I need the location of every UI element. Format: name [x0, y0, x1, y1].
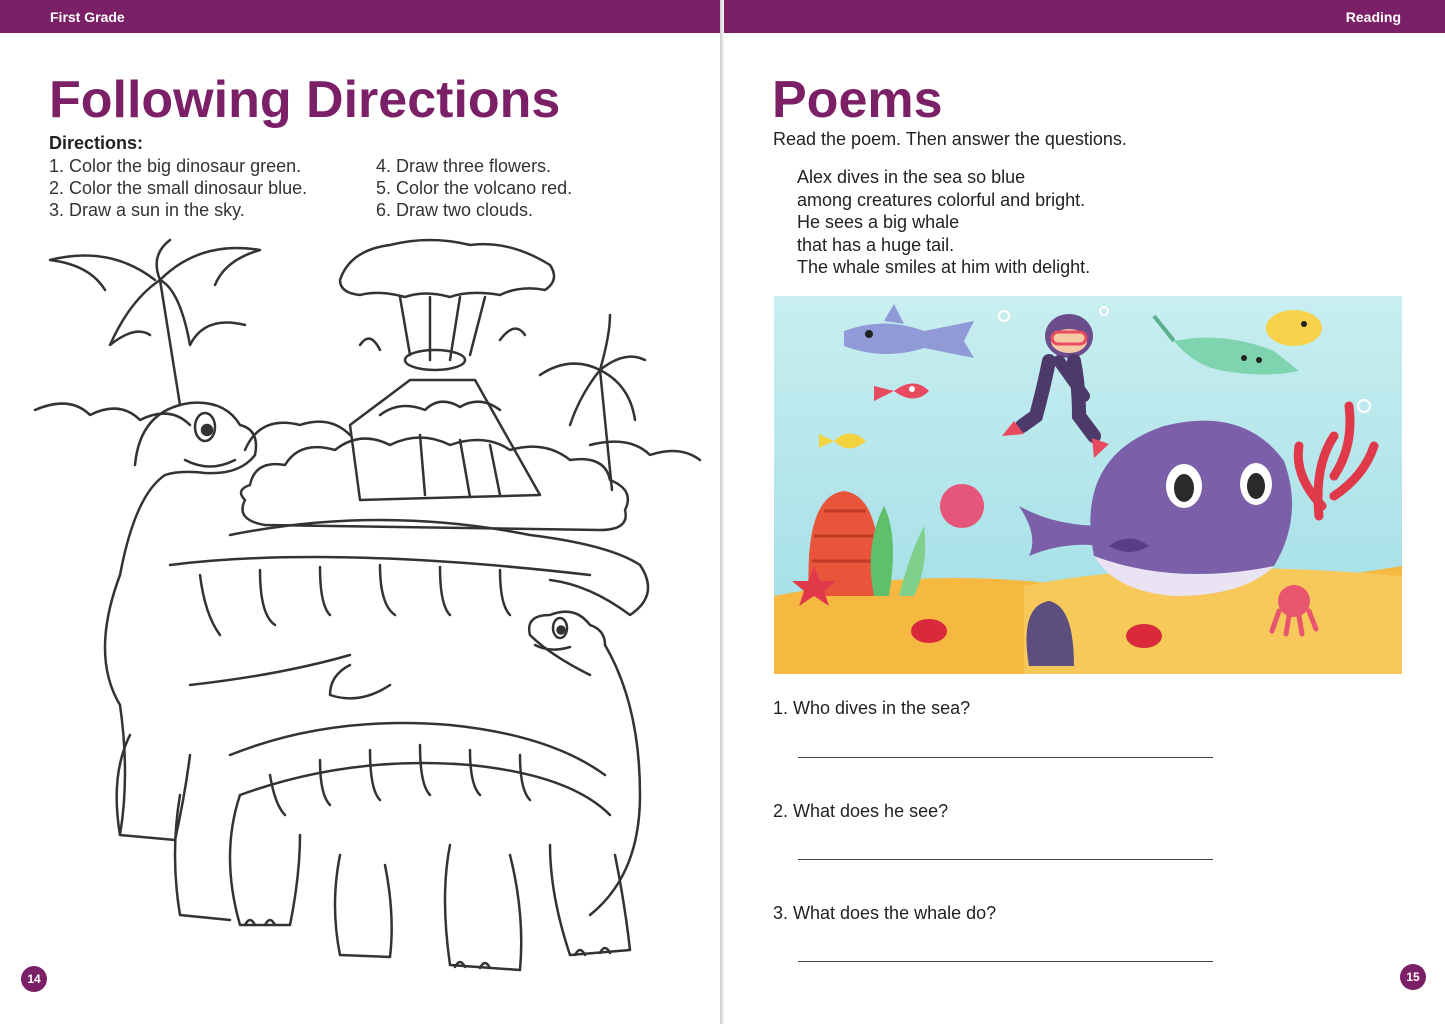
right-page — [724, 0, 1445, 1024]
dinosaur-volcano-coloring-illustration — [30, 235, 710, 985]
directions-heading: Directions: — [49, 133, 144, 153]
directions-list-col1 — [49, 155, 307, 221]
direction-item: 2. Color the small dinosaur blue. — [49, 178, 308, 198]
question-3: 3. What does the whale do? — [773, 903, 997, 923]
question-1: 1. Who dives in the sea? — [773, 698, 971, 718]
direction-item: 6. Draw two clouds. — [376, 200, 534, 220]
underwater-whale-diver-illustration — [774, 296, 1402, 674]
header-band — [724, 0, 1445, 33]
direction-item: 1. Color the big dinosaur green. — [49, 156, 302, 176]
answer-line-3[interactable] — [798, 961, 1213, 962]
poem-line: He sees a big whale — [797, 212, 960, 232]
header-label: First Grade — [50, 9, 125, 25]
direction-item: 3. Draw a sun in the sky. — [49, 200, 245, 220]
page-number: 14 — [21, 966, 47, 992]
poem-line: that has a huge tail. — [797, 234, 955, 255]
answer-line-1[interactable] — [798, 757, 1213, 758]
answer-line-2[interactable] — [798, 859, 1213, 860]
direction-item: 5. Color the volcano red. — [376, 178, 573, 198]
page-number: 15 — [1400, 964, 1426, 990]
instruction-text: Read the poem. Then answer the questions. — [773, 129, 1127, 149]
poem-line: among creatures colorful and bright. — [797, 189, 1086, 210]
poem — [797, 166, 1090, 279]
page-title: Following Directions — [49, 71, 561, 129]
page-title: Poems — [772, 71, 943, 129]
direction-item: 4. Draw three flowers. — [376, 156, 552, 176]
directions-list-col2 — [376, 155, 572, 221]
header-band — [0, 0, 722, 33]
header-label: Reading — [1345, 9, 1401, 25]
question-2: 2. What does he see? — [773, 801, 949, 821]
left-page — [0, 0, 722, 1024]
poem-line: Alex dives in the sea so blue — [797, 167, 1026, 187]
poem-line: The whale smiles at him with delight. — [797, 257, 1091, 277]
